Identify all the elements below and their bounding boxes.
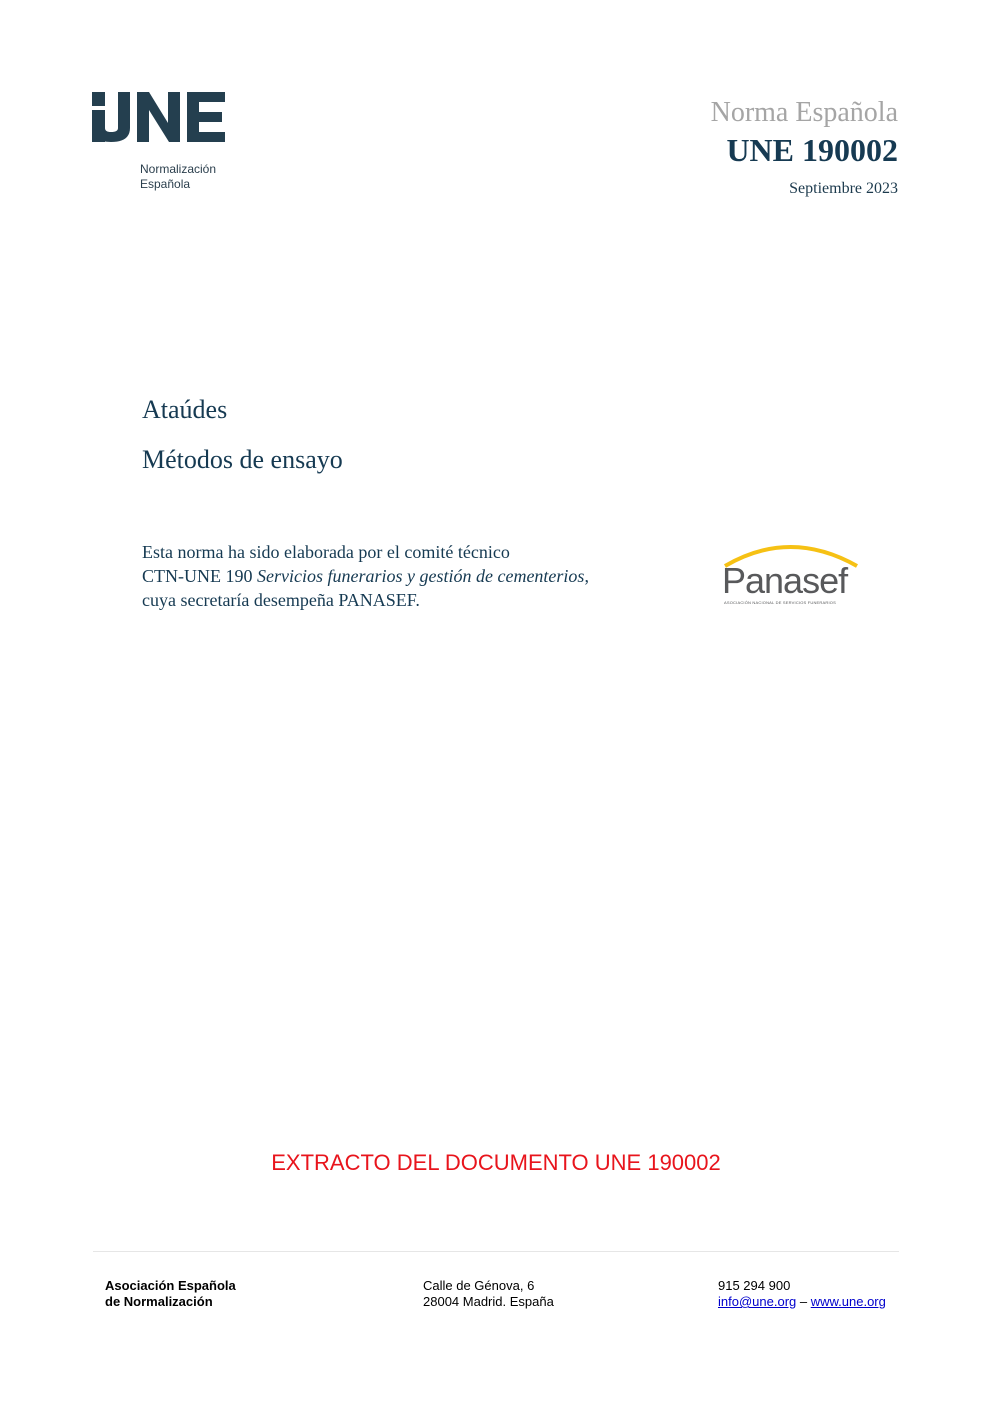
committee-secretariat: cuya secretaría desempeña PANASEF.: [142, 590, 420, 610]
une-logo-wordmark: [92, 90, 232, 150]
footer-org-line2: de Normalización: [105, 1294, 213, 1309]
footer-links: [718, 1294, 886, 1310]
document-subtitle: Métodos de ensayo: [142, 445, 343, 474]
panasef-subtitle: ASOCIACIÓN NACIONAL DE SERVICIOS FUNERARIOS: [724, 600, 836, 605]
une-logo-subtitle-line1: Normalización: [140, 162, 217, 176]
committee-line: [142, 564, 662, 588]
footer-address-line1: Calle de Génova, 6: [423, 1278, 535, 1293]
committee-statement: [142, 540, 662, 612]
une-logo: [92, 90, 242, 200]
panasef-wordmark: Panasef: [722, 560, 848, 601]
footer-organization: [105, 1278, 236, 1310]
email-link[interactable]: info@une.org: [718, 1294, 797, 1309]
committee-intro: Esta norma ha sido elaborada por el comité técnico: [142, 542, 510, 562]
footer-contact: [718, 1278, 886, 1310]
committee-name: Servicios funerarios y gestión de cementerios: [257, 566, 585, 586]
website-link[interactable]: www.une.org: [810, 1294, 886, 1309]
document-title: Ataúdes: [142, 395, 228, 424]
committee-code: CTN-UNE 190: [142, 566, 253, 586]
panasef-logo: [720, 540, 860, 610]
une-logo-subtitle: [140, 162, 216, 192]
norma-code: UNE 190002: [726, 132, 898, 168]
footer-org-line1: Asociación Española: [105, 1278, 236, 1293]
norma-label: Norma Española: [710, 97, 898, 128]
committee-comma: ,: [584, 566, 589, 586]
publication-date: Septiembre 2023: [789, 180, 898, 197]
norma-header: [711, 96, 898, 198]
footer-phone: 915 294 900: [718, 1278, 791, 1293]
footer-link-separator: –: [796, 1294, 811, 1309]
footer-address: [423, 1278, 554, 1310]
document-titles: [142, 385, 343, 485]
extract-notice: EXTRACTO DEL DOCUMENTO UNE 190002: [271, 1150, 721, 1175]
une-logo-subtitle-line2: Española: [140, 177, 191, 191]
footer-divider: [93, 1251, 899, 1252]
footer-address-line2: 28004 Madrid. España: [423, 1294, 554, 1309]
